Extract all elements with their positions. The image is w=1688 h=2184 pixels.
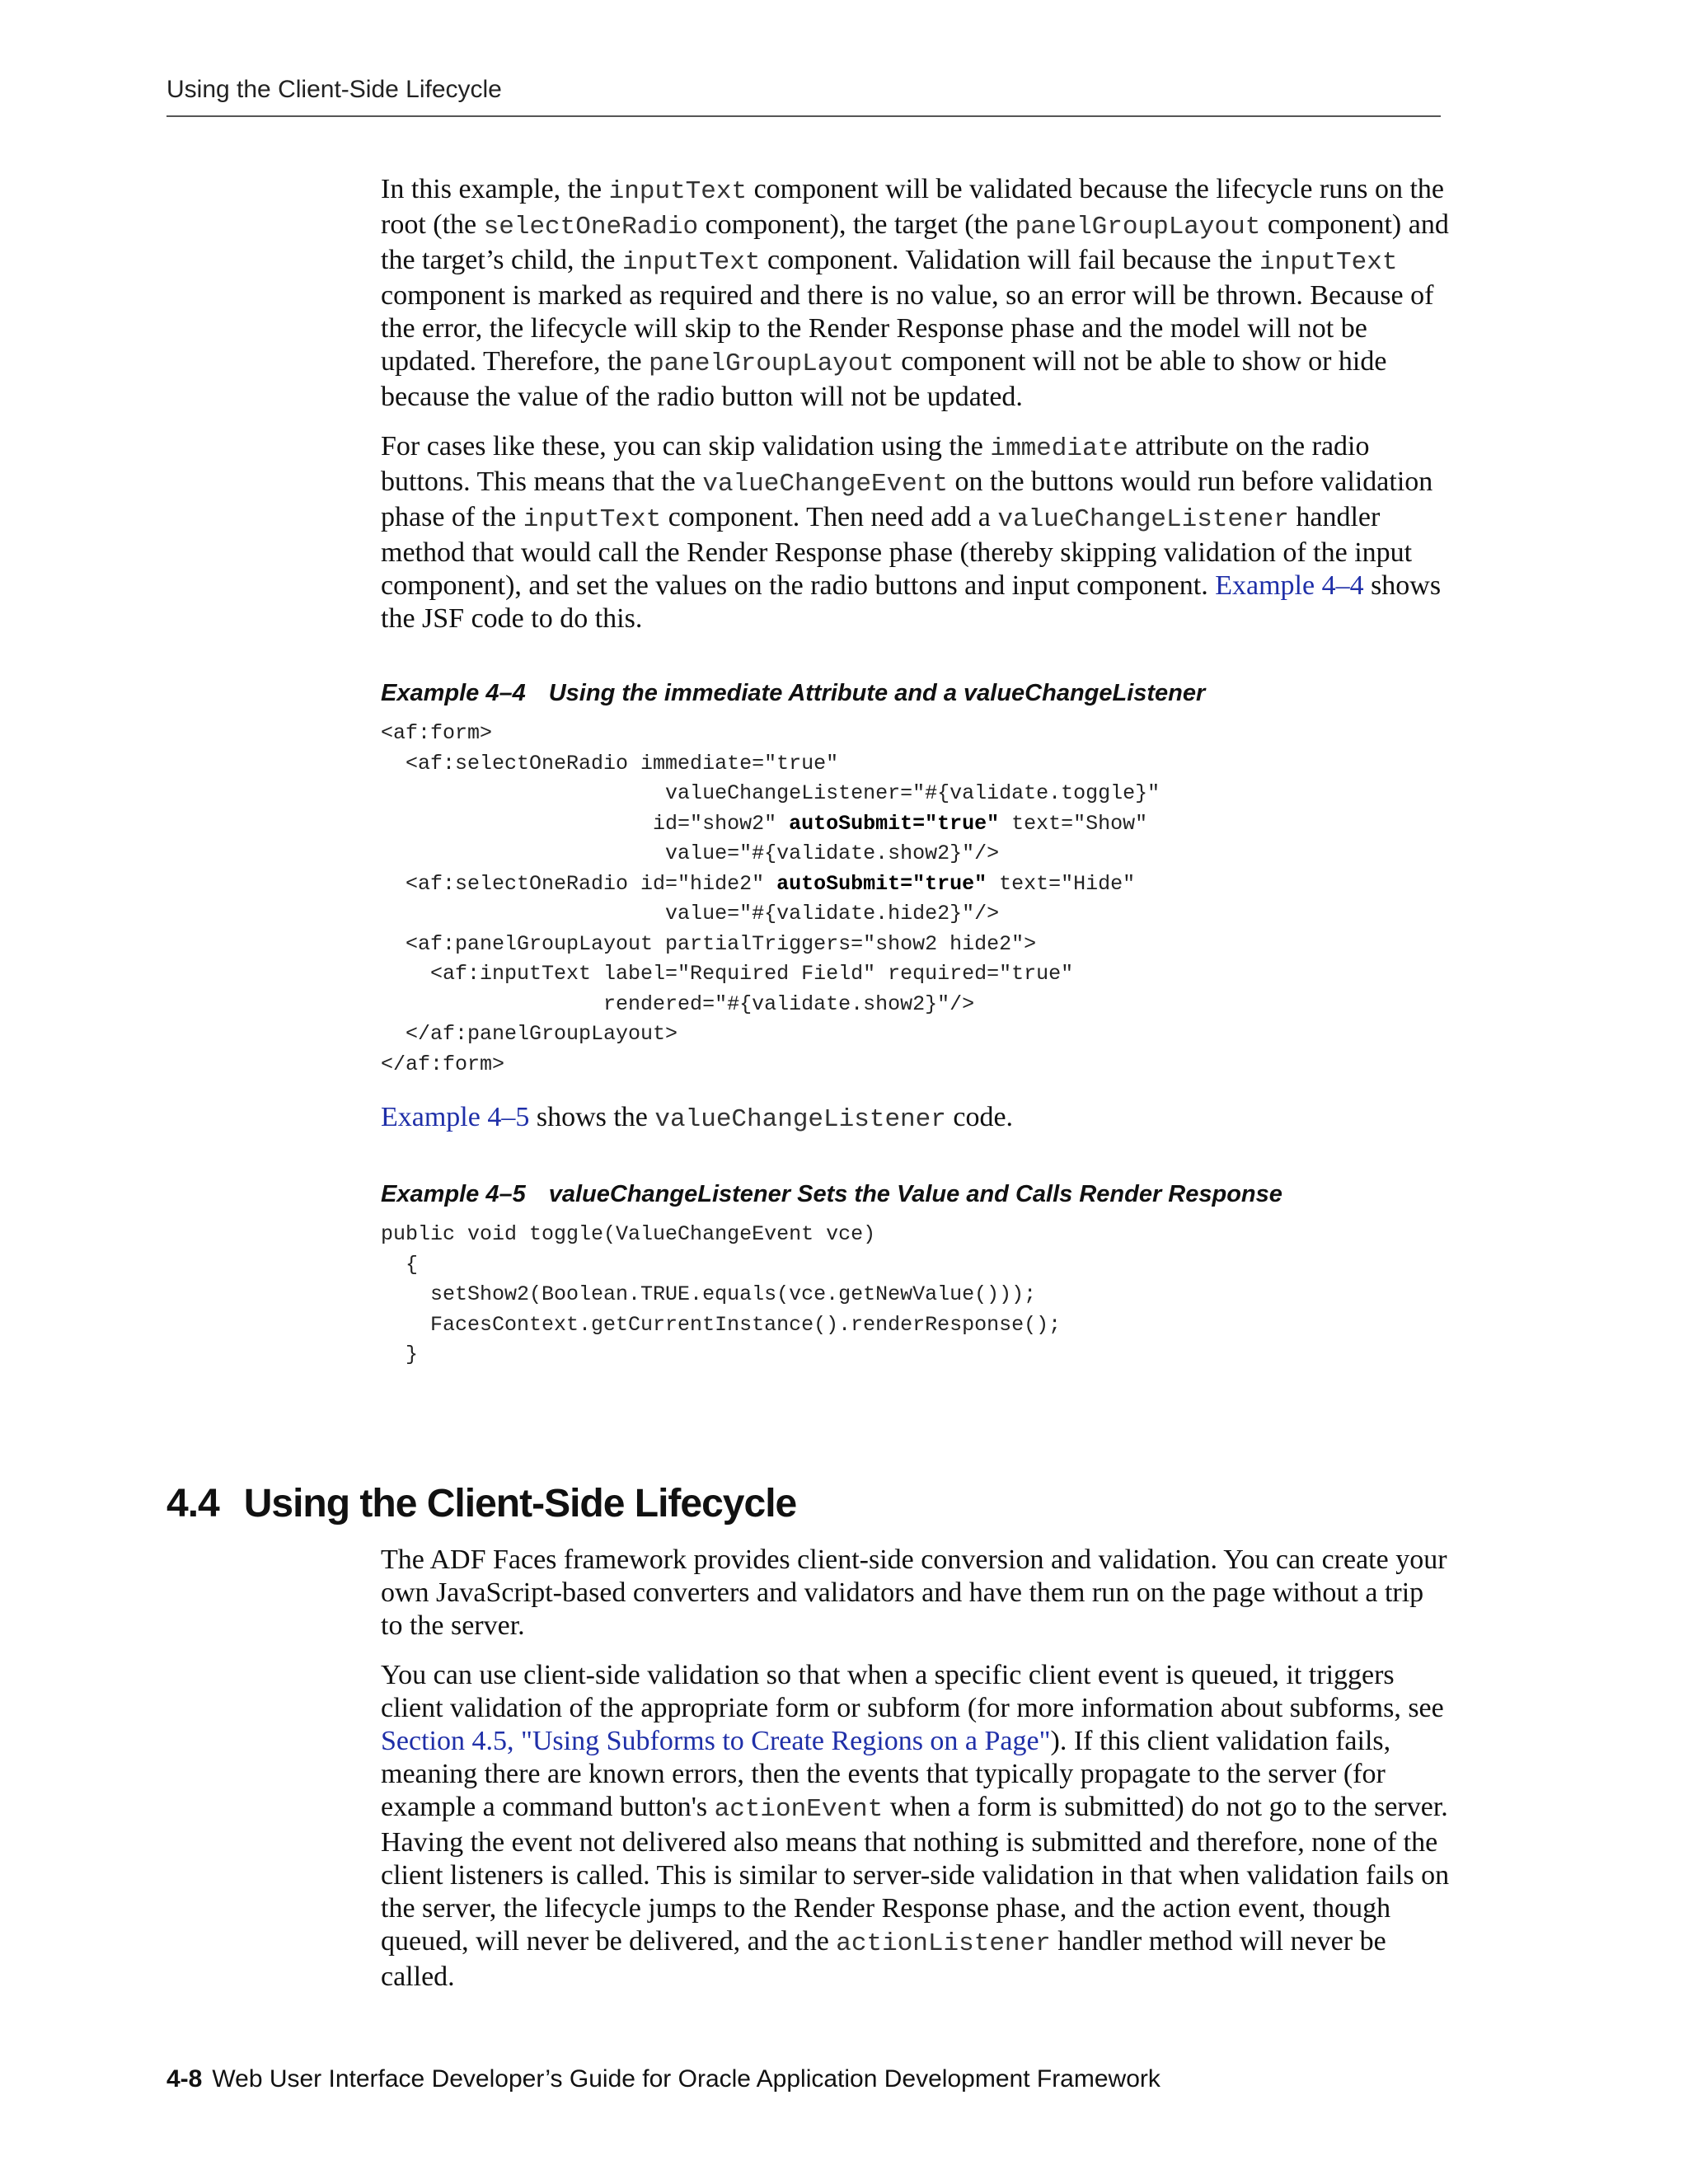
code-line: <af:inputText label="Required Field" required="true" (381, 962, 1074, 986)
example-title-text: valueChangeListener Sets the Value and Calls Render Response (548, 1181, 1282, 1207)
text-run: shows the JSF code to do this. (381, 570, 1442, 634)
text-run: component. Then need add a (661, 502, 998, 532)
text-run: component will be validated because the lifecycle runs on the root (the (381, 174, 1445, 240)
example-label: Example 4–5 (381, 1181, 526, 1207)
paragraph-adf-faces-framework: The ADF Faces framework provides client-side conversion and validation. You can create your own JavaScript-based converters and validators and have them run on the page without a trip to the server. (381, 1544, 1447, 1641)
example-4-4-title (381, 680, 1452, 707)
code-block-example-4-4 (381, 719, 1452, 1080)
code-line: <af:selectOneRadio immediate="true" (381, 751, 839, 776)
inline-code: inputText (622, 248, 761, 277)
page-footer (166, 2065, 1160, 2093)
code-line: <af:form> (381, 721, 493, 745)
text-run: component will not be able to show or hide because the value of the radio button will not be updated. (381, 346, 1387, 412)
inline-code: valueChangeListener (997, 505, 1289, 534)
text-run: In this example, the (381, 174, 609, 204)
code-line: text="Show" (999, 811, 1148, 836)
text-run: component. Validation will fail because the (760, 245, 1260, 275)
text-run: component) and the target’s child, the (381, 209, 1449, 275)
example-4-5-title (381, 1181, 1452, 1208)
inline-code: valueChangeEvent (702, 470, 948, 499)
code-line: id="show2" (381, 811, 790, 836)
code-line: </af:form> (381, 1052, 505, 1076)
inline-code: immediate (990, 434, 1128, 463)
code-line: <af:selectOneRadio id="hide2" (381, 871, 777, 896)
text-run: You can use client-side validation so that when a specific client event is queued, it triggers client validation of the appropriate form or subform (for more information about subforms, see (381, 1660, 1444, 1723)
main-content (381, 173, 1452, 1371)
code-block-example-4-5: public void toggle(ValueChangeEvent vce) { setShow2(Boolean.TRUE.equals(vce.getNewValue())); FacesContext.getCurrentInstance().renderResponse(); } (381, 1222, 1062, 1366)
section-content (381, 1544, 1452, 2010)
code-line: <af:panelGroupLayout partialTriggers="show2 hide2"> (381, 931, 1037, 956)
link-example-4-5[interactable]: Example 4–5 (381, 1102, 530, 1132)
text-run: handler method that would call the Render Response phase (thereby skipping validation of the input component), and set the values on the radio buttons and input component. (381, 502, 1413, 601)
section-number: 4.4 (166, 1482, 219, 1526)
text-run: handler method will never be called. (381, 1926, 1386, 1992)
code-bold: autoSubmit="true" (789, 811, 1000, 836)
inline-code: panelGroupLayout (649, 349, 894, 378)
text-run: when a form is submitted) do not go to the server. Having the event not delivered also means that nothing is submitted and therefore, none of the client listeners is called. This is similar to server-side validation in that when validation fails on the server, the lifecycle jumps to the Render Response phase, and the action event, though queued, will never be delivered, and the (381, 1792, 1450, 1957)
text-run: component is marked as required and there is no value, so an error will be thrown. Because of the error, the lifecycle will skip to the Render Response phase and the model will not be updated. Therefore, the (381, 280, 1434, 377)
text-run: For cases like these, you can skip validation using the (381, 431, 991, 462)
code-line: valueChangeListener="#{validate.toggle}" (381, 781, 1160, 805)
section-title: Using the Client-Side Lifecycle (243, 1482, 797, 1526)
paragraph-validation-explanation (381, 173, 1452, 414)
link-example-4-4[interactable]: Example 4–4 (1215, 570, 1364, 601)
code-line: rendered="#{validate.show2}"/> (381, 991, 975, 1016)
text-run: ). If this client validation fails, meaning there are known errors, then the events that typically propagate to the server (for example a command button's (381, 1726, 1391, 1822)
text-run: shows the (529, 1102, 655, 1132)
paragraph-example-4-5-ref (381, 1101, 1452, 1137)
paragraph-immediate-attribute (381, 430, 1452, 635)
code-bold: autoSubmit="true" (776, 871, 987, 896)
page-number: 4-8 (166, 2065, 203, 2093)
running-header: Using the Client-Side Lifecycle (166, 76, 502, 103)
inline-code: inputText (608, 177, 748, 206)
example-label: Example 4–4 (381, 680, 526, 706)
inline-code: panelGroupLayout (1015, 213, 1261, 241)
inline-code: actionListener (836, 1929, 1051, 1958)
text-run: code. (945, 1102, 1014, 1132)
example-title-text: Using the immediate Attribute and a valueChangeListener (548, 680, 1206, 706)
inline-code: selectOneRadio (483, 213, 699, 241)
text-run: attribute on the radio buttons. This means that the (381, 431, 1370, 497)
code-line: value="#{validate.show2}"/> (381, 841, 1000, 865)
link-section-4-5[interactable]: Section 4.5, "Using Subforms to Create Regions on a Page" (381, 1726, 1051, 1756)
inline-code: actionEvent (714, 1795, 884, 1824)
code-line: value="#{validate.hide2}"/> (381, 902, 1000, 926)
paragraph-client-side-validation (381, 1659, 1452, 1994)
text-run: on the buttons would run before validation phase of the (381, 466, 1433, 532)
code-line: text="Hide" (987, 871, 1136, 896)
inline-code: inputText (1259, 248, 1398, 277)
section-heading (166, 1481, 796, 1526)
inline-code: inputText (523, 505, 662, 534)
text-run: component), the target (the (698, 209, 1015, 240)
code-line: </af:panelGroupLayout> (381, 1022, 678, 1046)
inline-code: valueChangeListener (654, 1105, 946, 1134)
header-divider (166, 115, 1441, 117)
book-title: Web User Interface Developer’s Guide for Oracle Application Development Framework (212, 2065, 1160, 2093)
